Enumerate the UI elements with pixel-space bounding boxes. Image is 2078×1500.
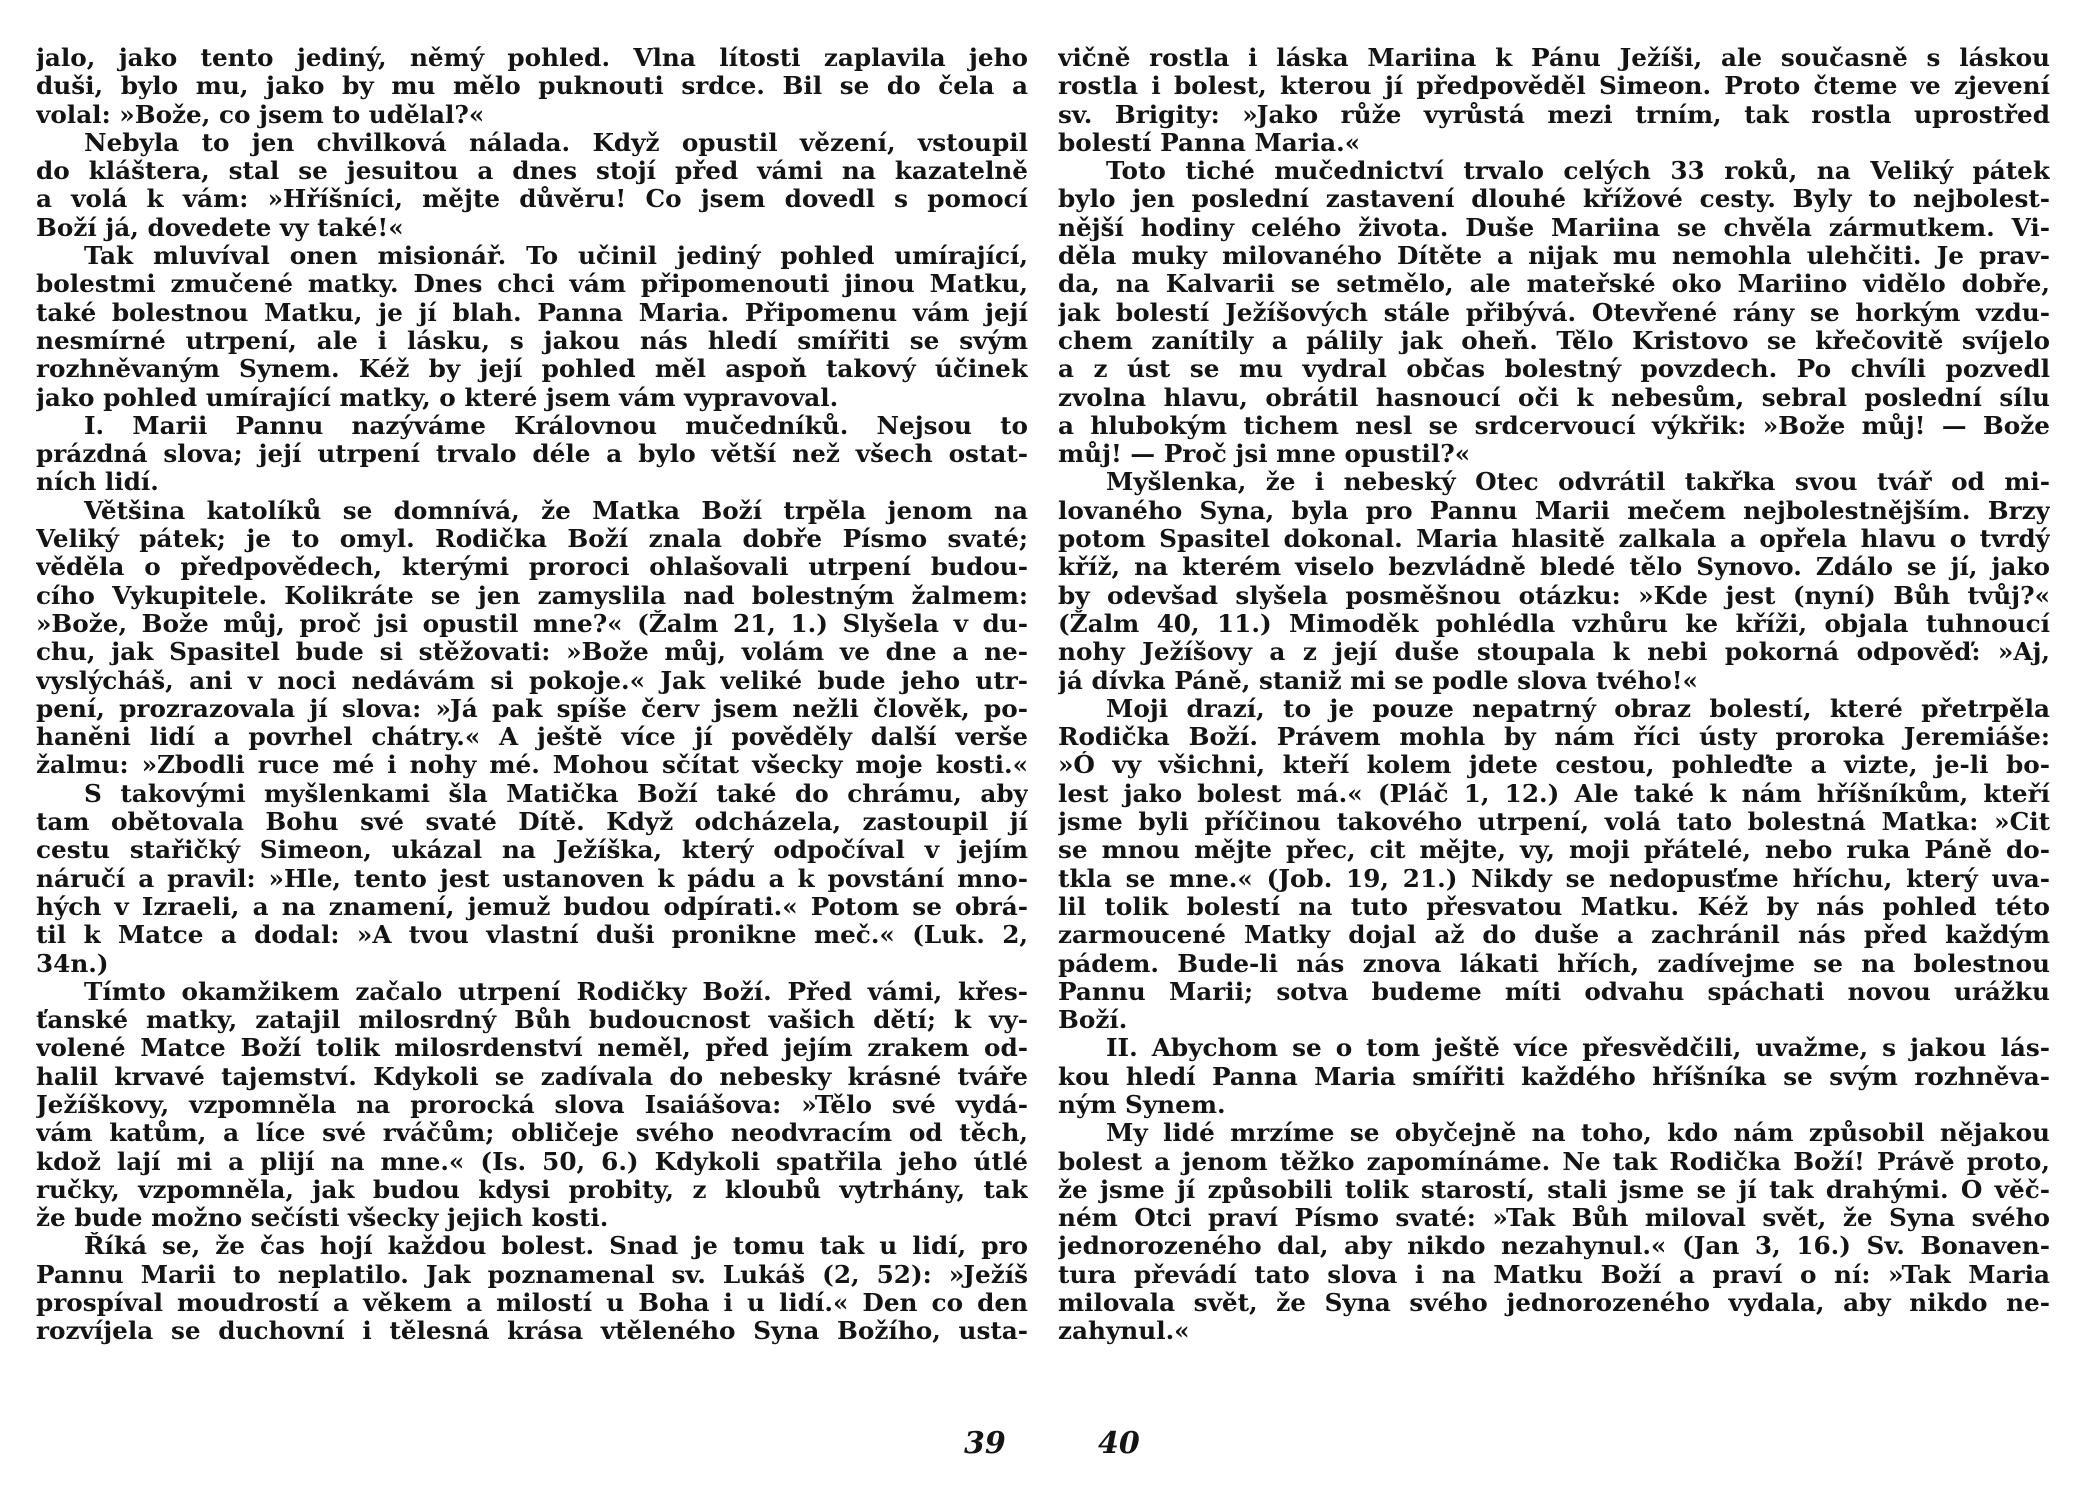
text-line: Boží.	[1058, 1006, 1128, 1035]
text-line: ném Otci praví Písmo svaté: »Tak Bůh miloval svět, že Syna svého	[1058, 1204, 2050, 1233]
text-line: prospíval moudrostí a věkem a milostí u Boha i u lidí.« Den co den	[36, 1289, 1028, 1318]
text-line: já dívka Páně, staniž mi se podle slova tvého!«	[1058, 666, 1698, 695]
text-line: a z úst se mu vydral občas bolestný povzdech. Po chvíli pozvedl	[1058, 355, 2050, 384]
text-line: Tímto okamžikem začalo utrpení Rodičky Boží. Před vámi, křes-	[84, 977, 1028, 1006]
text-line: (Žalm 40, 11.) Mimoděk pohlédla vzhůru ke kříži, objala tuhnoucí	[1058, 609, 2050, 638]
text-line: pádem. Bude-li nás znova lákati hřích, zadívejme se na bolestnou	[1058, 949, 2050, 978]
text-line: jako pohled umírající matky, o které jsem vám vypravoval.	[36, 383, 839, 412]
text-line: a hlubokým tichem nesl se srdcervoucí výkřik: »Bože můj! — Bože	[1058, 411, 2050, 440]
text-line: Tak mluvíval onen misionář. To učinil jediný pohled umírající,	[84, 242, 1028, 271]
text-line: zvolna hlavu, obrátil hasnoucí oči k nebesům, sebral poslední sílu	[1058, 383, 2050, 412]
text-line: jak bolestí Ježíšových stále přibývá. Otevřené rány se horkým vzdu-	[1058, 298, 2050, 327]
text-line: by odevšad slyšela posměšnou otázku: »Kde jest (nyní) Bůh tvůj?«	[1058, 581, 2050, 610]
text-line: volal: »Bože, co jsem to udělal?«	[36, 100, 485, 129]
text-line: I. Marii Pannu nazýváme Královnou mučedníků. Nejsou to	[84, 411, 1028, 440]
text-line: můj! — Proč jsi mne opustil?«	[1058, 440, 1471, 469]
text-line: pení, prozrazovala jí slova: »Já pak spíše červ jsem nežli člověk, po-	[36, 694, 1028, 723]
text-line: vám katům, a líce své rváčům; obličeje svého neodvracím od těch,	[36, 1119, 1028, 1148]
text-line: kou hledí Panna Maria smířiti každého hříšníka se svým rozhněva-	[1058, 1062, 2050, 1091]
text-line: rostla i bolest, kterou jí předpověděl Simeon. Proto čteme ve zjevení	[1058, 72, 2050, 101]
text-line: S takovými myšlenkami šla Matička Boží také do chrámu, aby	[84, 779, 1028, 808]
text-line: hých v Izraeli, a na znamení, jemuž budou odpírati.« Potom se obrá-	[36, 892, 1028, 921]
text-line: 34n.)	[36, 949, 109, 978]
text-line: haněni lidí a povrhel chátry.« A ještě více jí pověděly další verše	[36, 723, 1028, 752]
text-line: »Bože, Bože můj, proč jsi opustil mne?« (Žalm 21, 1.) Slyšela v du-	[36, 609, 1028, 638]
text-line: děla muky milovaného Dítěte a nijak mu nemohla ulehčiti. Je prav-	[1058, 242, 2050, 271]
text-line: cího Vykupitele. Kolikráte se jen zamyslila nad bolestným žalmem:	[36, 581, 1028, 610]
text-line: tkla se mne.« (Job. 19, 21.) Nikdy se nedopusťme hříchu, který uva-	[1058, 864, 2050, 893]
text-line: nohy Ježíšovy a z její duše stoupala k nebi pokorná odpověď: »Aj,	[1058, 638, 2050, 667]
text-line: tam obětovala Bohu své svaté Dítě. Když odcházela, zastoupil jí	[36, 808, 1028, 837]
text-line: kříž, na kterém viselo bezvládně bledé tělo Synovo. Zdálo se jí, jako	[1058, 553, 2050, 582]
text-line: My lidé mrzíme se obyčejně na toho, kdo nám způsobil nějakou	[1106, 1119, 2050, 1148]
text-line: volené Matce Boží tolik milosrdenství neměl, před jejím zrakem od-	[36, 1034, 1028, 1063]
text-line: chu, jak Spasitel bude si stěžovati: »Bože můj, volám ve dne a ne-	[36, 638, 1028, 667]
text-line: vyslýcháš, ani v noci nedávám si pokoje.« Jak veliké bude jeho utr-	[36, 666, 1028, 695]
text-line: lil tolik bolestí na tuto přesvatou Matku. Kéž by nás pohled této	[1058, 892, 2050, 921]
text-line: tura převádí tato slova i na Matku Boží a praví o ní: »Tak Maria	[1058, 1260, 2050, 1289]
text-line: Boží já, dovedete vy také!«	[36, 213, 404, 242]
text-line: »Ó vy všichni, kteří kolem jdete cestou, pohleďte a vizte, je-li bo-	[1058, 751, 2050, 780]
text-line: kdož lají mi a plijí na mne.« (Is. 50, 6.) Kdykoli spatřila jeho útlé	[36, 1147, 1028, 1176]
text-line: zarmoucené Matky dojal až do duše a zachránil nás před každým	[1058, 921, 2050, 950]
text-line: Nebyla to jen chvilková nálada. Když opustil vězení, vstoupil	[84, 128, 1028, 157]
text-line: jsme byli příčinou takového utrpení, volá tato bolestná Matka: »Cit	[1058, 808, 2050, 837]
text-line: Moji drazí, to je pouze nepatrný obraz bolestí, které přetrpěla	[1106, 694, 2050, 723]
text-line: bylo jen poslední zastavení dlouhé křížové cesty. Byly to nejbolest-	[1058, 185, 2050, 214]
text-line: duši, bylo mu, jako by mu mělo puknouti srdce. Bil se do čela a	[36, 72, 1028, 101]
text-line: Většina katolíků se domnívá, že Matka Boží trpěla jenom na	[84, 496, 1028, 525]
text-line: ručky, vzpomněla, jak budou kdysi probity, z kloubů vytrhány, tak	[36, 1175, 1028, 1204]
right-page	[1058, 44, 2050, 1444]
text-line: cestu stařičký Simeon, ukázal na Ježíška, který odpočíval v jejím	[36, 836, 1028, 865]
text-line: bolestí Panna Maria.«	[1058, 128, 1361, 157]
text-line: ťanské matky, zatajil milosrdný Bůh budoucnost vašich dětí; k vy-	[36, 1006, 1028, 1035]
text-line: zahynul.«	[1058, 1317, 1190, 1346]
text-line: milovala svět, že Syna svého jednorozeného vydala, aby nikdo ne-	[1058, 1289, 2050, 1318]
text-line: rozvíjela se duchovní i tělesná krása vtěleného Syna Božího, usta-	[36, 1317, 1028, 1346]
text-line: halil krvavé tajemství. Kdykoli se zadívala do nebesky krásné tváře	[36, 1062, 1028, 1091]
text-line: ních lidí.	[36, 468, 159, 497]
text-line: nější hodiny celého života. Duše Mariina se chvěla zármutkem. Vi-	[1058, 213, 2050, 242]
text-line: jalo, jako tento jediný, němý pohled. Vlna lítosti zaplavila jeho	[36, 44, 1028, 72]
text-line: Říká se, že čas hojí každou bolest. Snad je tomu tak u lidí, pro	[84, 1232, 1028, 1261]
right-page-number: 40	[1098, 1426, 1140, 1461]
text-line: a volá k vám: »Hříšníci, mějte důvěru! Co jsem dovedl s pomocí	[36, 185, 1028, 214]
text-line: lovaného Syna, byla pro Pannu Marii mečem nejbolestnějším. Brzy	[1058, 496, 2050, 525]
text-line: Pannu Marii to neplatilo. Jak poznamenal sv. Lukáš (2, 52): »Ježíš	[36, 1260, 1028, 1289]
text-line: til k Matce a dodal: »A tvou vlastní duši pronikne meč.« (Luk. 2,	[36, 921, 1028, 950]
text-line: lest jako bolest má.« (Pláč 1, 12.) Ale také k nám hříšníkům, kteří	[1058, 779, 2050, 808]
text-line: se mnou mějte přec, cit mějte, vy, moji přátelé, nebo ruka Páně do-	[1058, 836, 2050, 865]
text-line: do kláštera, stal se jesuitou a dnes stojí před vámi na kazatelně	[36, 157, 1028, 186]
text-line: potom Spasitel dokonal. Maria hlasitě zalkala a opřela hlavu o tvrdý	[1058, 525, 2050, 554]
text-line: rozhněvaným Synem. Kéž by její pohled měl aspoň takový účinek	[36, 355, 1028, 384]
text-line: že jsme jí způsobili tolik starostí, stali jsme se jí tak drahými. O věč-	[1058, 1175, 2050, 1204]
text-line: jednorozeného dal, aby nikdo nezahynul.« (Jan 3, 16.) Sv. Bonaven-	[1058, 1232, 2050, 1261]
text-line: že bude možno sečísti všecky jejich kosti.	[36, 1204, 609, 1233]
text-line: věděla o předpovědech, kterými proroci ohlašovali utrpení budou-	[36, 553, 1028, 582]
text-line: žalmu: »Zbodli ruce mé i nohy mé. Mohou sčítat všecky moje kosti.«	[36, 751, 1028, 780]
text-line: také bolestnou Matku, je jí blah. Panna Maria. Připomenu vám její	[36, 298, 1028, 327]
text-line: sv. Brigity: »Jako růže vyrůstá mezi trním, tak rostla uprostřed	[1058, 100, 2050, 129]
text-line: Rodička Boží. Právem mohla by nám říci ústy proroka Jeremiáše:	[1058, 723, 2050, 752]
text-line: Toto tiché mučednictví trvalo celých 33 roků, na Veliký pátek	[1106, 157, 2050, 186]
text-line: Pannu Marii; sotva budeme míti odvahu spáchati novou urážku	[1058, 977, 2050, 1006]
text-line: Veliký pátek; je to omyl. Rodička Boží znala dobře Písmo svaté;	[36, 525, 1028, 554]
text-line: Ježíškovy, vzpomněla na prorocká slova Isaiášova: »Tělo své vydá-	[36, 1090, 1028, 1119]
left-page-number: 39	[964, 1426, 1006, 1461]
left-page	[36, 44, 1028, 1444]
text-line: bolest a jenom těžko zapomínáme. Ne tak Rodička Boží! Právě proto,	[1058, 1147, 2050, 1176]
text-line: nesmírné utrpení, ale i lásku, s jakou nás hledí smířiti se svým	[36, 326, 1028, 355]
text-line: ným Synem.	[1058, 1090, 1226, 1119]
text-line: prázdná slova; její utrpení trvalo déle a bylo větší než všech ostat-	[36, 440, 1028, 469]
text-line: chem zanítily a pálily jak oheň. Tělo Kristovo se křečovitě svíjelo	[1058, 326, 2050, 355]
text-line: náručí a pravil: »Hle, tento jest ustanoven k pádu a k povstání mno-	[36, 864, 1028, 893]
text-line: vičně rostla i láska Mariina k Pánu Ježíši, ale současně s láskou	[1058, 44, 2050, 72]
text-line: Myšlenka, že i nebeský Otec odvrátil takřka svou tvář od mi-	[1106, 468, 2050, 497]
text-line: da, na Kalvarii se setmělo, ale mateřské oko Mariino vidělo dobře,	[1058, 270, 2050, 299]
text-line: bolestmi zmučené matky. Dnes chci vám připomenouti jinou Matku,	[36, 270, 1028, 299]
text-line: II. Abychom se o tom ještě více přesvědčili, uvažme, s jakou lás-	[1106, 1034, 2050, 1063]
